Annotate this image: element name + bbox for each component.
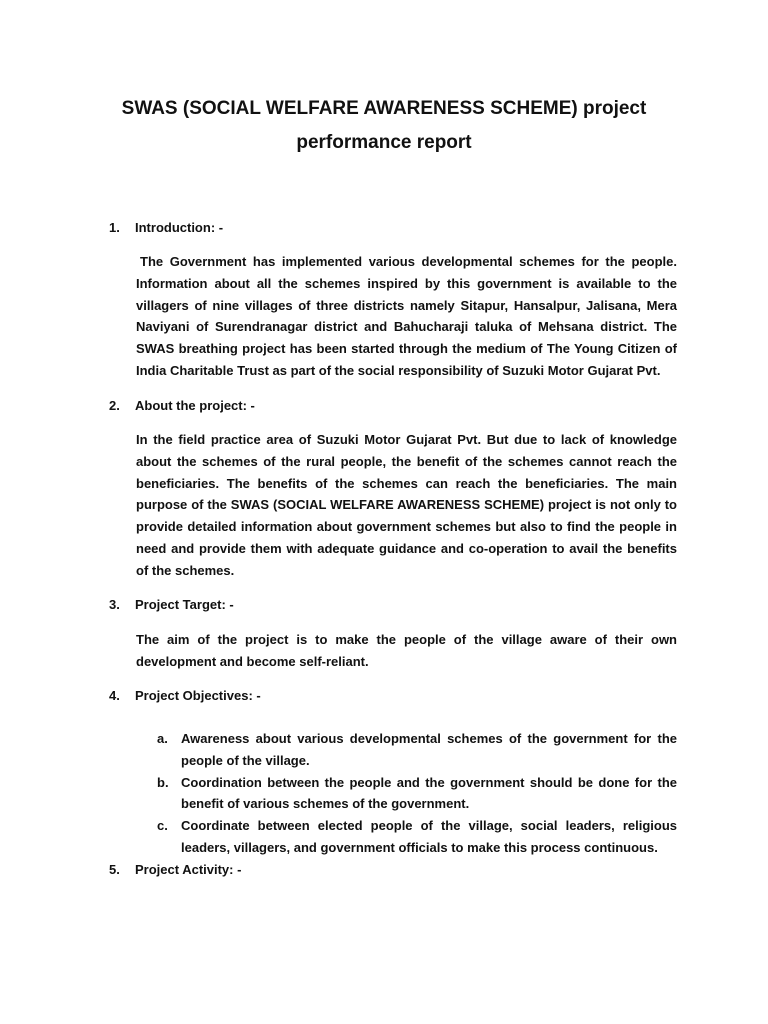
- list-item: [157, 728, 677, 772]
- page-title: [96, 92, 672, 160]
- list-item-letter: b.: [157, 774, 169, 790]
- list-item-text: Coordination between the people and the government should be done for the benefit of various schemes of the government.: [181, 774, 677, 812]
- section-paragraph-project-target: The aim of the project is to make the people of the village aware of their own development and become self-reliant.: [136, 632, 677, 669]
- section-number: 4.: [109, 688, 120, 703]
- objectives-list: [157, 728, 677, 859]
- section-heading-project-objectives: [109, 687, 261, 705]
- title-line-1: SWAS (SOCIAL WELFARE AWARENESS SCHEME) project: [121, 98, 647, 119]
- section-number: 5.: [109, 862, 120, 877]
- section-number: 1.: [109, 220, 120, 235]
- section-heading-text: Project Activity: -: [135, 862, 242, 877]
- section-heading-project-target: [109, 596, 234, 614]
- section-heading-text: Project Objectives: -: [135, 688, 261, 703]
- list-item: [157, 772, 677, 816]
- section-heading-project-activity: [109, 861, 241, 879]
- section-number: 2.: [109, 398, 120, 413]
- list-item-letter: a.: [157, 731, 168, 746]
- section-heading-text: About the project: -: [135, 398, 255, 413]
- section-paragraph-about-project: In the field practice area of Suzuki Motor Gujarat Pvt. But due to lack of knowledge about the schemes of the rural people, the benefit of the schemes cannot reach the beneficiaries. The benefits of the schemes can reach the beneficiaries. The main purpose of the SWAS (SOCIAL WELFARE AWARENESS SCHEME) project is not only to provide detailed information about government schemes but also to find the people in need and provide them with adequate guidance and co-operation to avail the benefits of the schemes.: [136, 432, 677, 578]
- section-heading-about-project: [109, 397, 255, 415]
- section-number: 3.: [109, 597, 120, 612]
- list-item-text: Coordinate between elected people of the village, social leaders, religious leaders, villagers, and government officials to make this process continuous.: [181, 818, 677, 855]
- list-item-text: Awareness about various developmental schemes of the government for the people of the village.: [181, 731, 677, 768]
- section-paragraph-introduction: The Government has implemented various developmental schemes for the people. Information about all the schemes inspired by this government is available to the villagers of nine villages of three districts namely Sitapur, Hansalpur, Jalisana, Mera Naviyani of Surendranagar district and Bahucharaji taluka of Mehsana district. The SWAS breathing project has been started through the medium of The Young Citizen of India Charitable Trust as part of the social responsibility of Suzuki Motor Gujarat Pvt.: [136, 254, 677, 378]
- section-heading-text: Introduction: -: [135, 220, 224, 235]
- list-item-letter: c.: [157, 818, 168, 834]
- section-heading-text: Project Target: -: [135, 597, 234, 612]
- title-line-2: performance report: [296, 132, 472, 153]
- list-item: [157, 815, 677, 859]
- section-heading-introduction: [109, 219, 223, 237]
